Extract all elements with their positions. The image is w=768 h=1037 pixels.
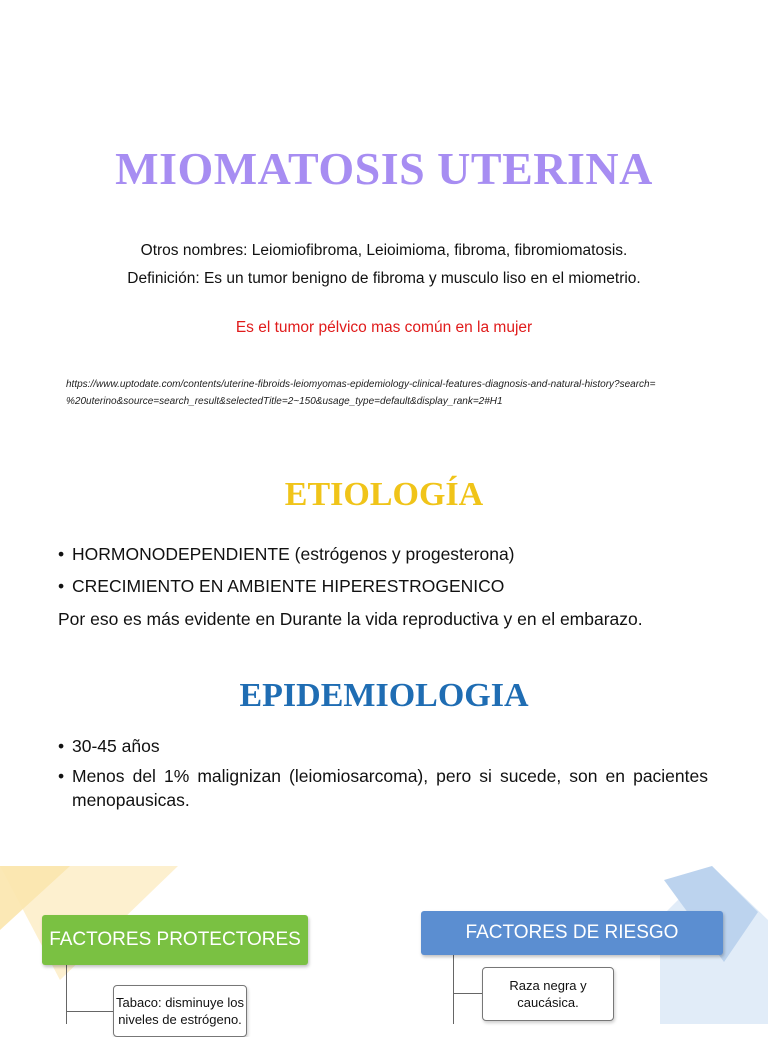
epidemiologia-bullet [58, 734, 708, 758]
epidemiologia-heading: EPIDEMIOLOGIA [239, 677, 529, 714]
source-link[interactable] [66, 376, 768, 410]
bullet-dot: • [58, 736, 65, 756]
bullet-dot: • [58, 576, 65, 596]
bullet-text: CRECIMIENTO EN AMBIENTE HIPERESTROGENICO [72, 576, 505, 596]
protector-item-tabaco: Tabaco: disminuye los niveles de estrógeno. [113, 985, 247, 1037]
protectores-connector-vertical [66, 965, 67, 1024]
other-names-text: Otros nombres: Leiomiofibroma, Leioimioma, fibroma, fibromiomatosis. [140, 242, 628, 259]
source-link-line-2[interactable]: %20uterino&source=search_result&selectedTitle=2~150&usage_type=default&display_rank=2#H1 [66, 396, 503, 407]
bullet-text: HORMONODEPENDIENTE (estrógenos y progesterona) [72, 544, 515, 564]
riesgo-item-raza: Raza negra y caucásica. [482, 967, 614, 1021]
bullet-text: 30-45 años [72, 736, 160, 756]
etiologia-bullet [58, 542, 708, 566]
factores-riesgo-box: FACTORES DE RIESGO [421, 911, 723, 955]
source-link-line-1[interactable]: https://www.uptodate.com/contents/uterine-fibroids-leiomyomas-epidemiology-clinical-features-diagnosis-and-natural-history?search= [66, 379, 656, 390]
riesgo-connector-horizontal [453, 993, 482, 994]
bullet-dot: • [58, 766, 65, 786]
definition-text: Definición: Es un tumor benigno de fibroma y musculo liso en el miometrio. [127, 270, 641, 287]
factores-protectores-box: FACTORES PROTECTORES [42, 915, 308, 965]
etiologia-paragraph: Por eso es más evidente en Durante la vida reproductiva y en el embarazo. [58, 609, 643, 629]
bullet-dot: • [58, 544, 65, 564]
epidemiologia-bullet [58, 764, 708, 812]
page-title: MIOMATOSIS UTERINA [115, 143, 653, 194]
bullet-text: Menos del 1% malignizan (leiomiosarcoma), pero si sucede, son en pacientes menopausicas. [72, 766, 708, 810]
highlight-text: Es el tumor pélvico mas común en la mujer [235, 319, 533, 336]
etiologia-bullet [58, 574, 708, 598]
etiologia-heading: ETIOLOGÍA [284, 476, 484, 513]
protectores-connector-horizontal [66, 1011, 113, 1012]
riesgo-connector-vertical [453, 955, 454, 1024]
